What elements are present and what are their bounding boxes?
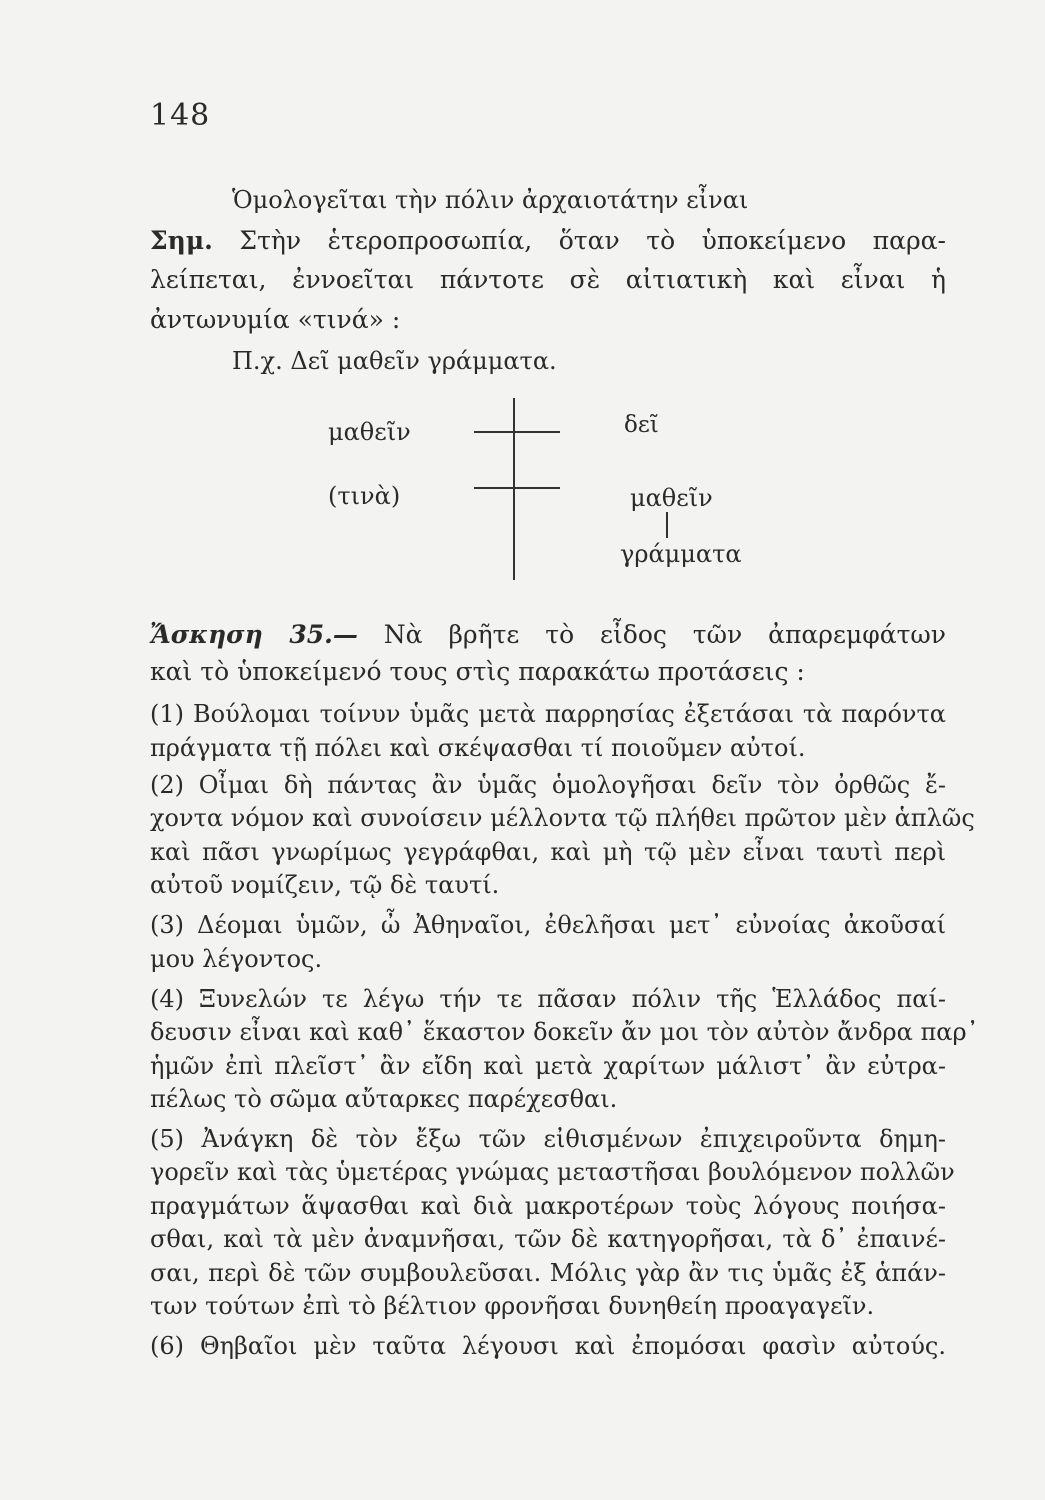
exercise-title: Ἄσκηση 35.— — [150, 620, 358, 649]
note-label: Σημ. — [150, 226, 213, 255]
example-label: Π.χ. Δεῖ μαθεῖν γράμματα. — [232, 347, 557, 375]
diagram-word-grammata: γράμματα — [620, 540, 742, 568]
diagram-word-dei: δεῖ — [624, 412, 659, 438]
item-5-line-6: των τούτων ἐπὶ τὸ βέλτιον φρονῆσαι δυνηθείη προαγαγεῖν. — [150, 1292, 875, 1320]
item-5-line-2: γορεῖν καὶ τὰς ὑμετέρας γνώμας μεταστῆσαι βουλόμενον πολλῶν — [150, 1158, 955, 1186]
item-5-line-4: σθαι, καὶ τὰ μὲν ἀναμνῆσαι, τῶν δὲ κατηγορῆσαι, τὰ δ᾽ ἐπαινέ- — [150, 1225, 946, 1253]
example-sentence: Ὁμολογεῖται τὴν πόλιν ἀρχαιοτάτην εἶναι — [232, 186, 749, 214]
item-4-line-1: (4) Ξυνελών τε λέγω τήν τε πᾶσαν πόλιν τῆς Ἑλλάδος παί- — [150, 985, 946, 1013]
item-2-line-2: χοντα νόμον καὶ συνοίσειν μέλλοντα τῷ πλήθει πρῶτον μὲν ἁπλῶς — [150, 804, 975, 832]
item-5-line-1: (5) Ἀνάγκη δὲ τὸν ἔξω τῶν εἰθισμένων ἐπιχειροῦντα δημη- — [150, 1125, 946, 1153]
item-5-line-5: σαι, περὶ δὲ τῶν συμβουλεῦσαι. Μόλις γὰρ ἂν τις ὑμᾶς ἐξ ἁπάν- — [150, 1259, 946, 1287]
diagram-word-mathein-2: μαθεῖν — [630, 484, 713, 512]
item-2-line-4: αὐτοῦ νομίζειν, τῷ δὲ ταυτί. — [150, 871, 500, 899]
item-3-line-2: μου λέγοντος. — [150, 945, 323, 973]
item-6-line-1: (6) Θηβαῖοι μὲν ταῦτα λέγουσι καὶ ἐπομόσαι φασὶν αὐτούς. — [150, 1332, 946, 1360]
item-3-line-1: (3) Δέομαι ὑμῶν, ὦ Ἀθηναῖοι, ἐθελῆσαι μετ᾽ εὐνοίας ἀκοῦσαί — [150, 911, 946, 939]
diagram-rule-middle — [474, 487, 560, 489]
note-line-3: ἀντωνυμία «τινά» : — [150, 305, 401, 334]
diagram-rule-vertical — [513, 398, 515, 580]
note-line-1: Σημ. Στὴν ἑτεροπροσωπία, ὅταν τὸ ὑποκείμενο παρα- — [150, 226, 947, 255]
item-4-line-4: πέλως τὸ σῶμα αὔταρκες παρέχεσθαι. — [150, 1085, 618, 1113]
item-4-line-2: δευσιν εἶναι καὶ καθ᾽ ἕκαστον δοκεῖν ἄν μοι τὸν αὐτὸν ἄνδρα παρ᾽ — [150, 1018, 979, 1046]
item-2-line-1: (2) Οἶμαι δὴ πάντας ἂν ὑμᾶς ὁμολογῆσαι δεῖν τὸν ὀρθῶς ἔ- — [150, 771, 946, 799]
exercise-heading: Ἄσκηση 35.— Νὰ βρῆτε τὸ εἶδος τῶν ἀπαρεμφάτων — [150, 620, 946, 649]
diagram-rule-top — [474, 431, 560, 433]
page-number: 148 — [150, 98, 211, 133]
item-5-line-3: πραγμάτων ἅψασθαι καὶ διὰ μακροτέρων τοὺς λόγους ποιήσα- — [150, 1192, 946, 1220]
diagram-word-mathein: μαθεῖν — [328, 418, 411, 446]
item-1-line-2: πράγματα τῇ πόλει καὶ σκέψασθαι τί ποιοῦμεν αὐτοί. — [150, 734, 806, 762]
note-line-2: λείπεται, ἐννοεῖται πάντοτε σὲ αἰτιατικὴ καὶ εἶναι ἡ — [150, 265, 946, 294]
item-4-line-3: ἡμῶν ἐπὶ πλεῖστ᾽ ἂν εἴδη καὶ μετὰ χαρίτων μάλιστ᾽ ἂν εὐτρα- — [150, 1052, 946, 1080]
diagram-word-tina: (τινὰ) — [328, 482, 401, 510]
item-2-line-3: καὶ πᾶσι γνωρίμως γεγράφθαι, καὶ μὴ τῷ μὲν εἶναι ταυτὶ περὶ — [150, 838, 946, 866]
exercise-intro-2: καὶ τὸ ὑποκείμενό τους στὶς παρακάτω προτάσεις : — [150, 657, 805, 686]
item-1-line-1: (1) Βούλομαι τοίνυν ὑμᾶς μετὰ παρρησίας ἐξετάσαι τὰ παρόντα — [150, 700, 946, 728]
diagram-rule-small — [666, 512, 668, 538]
